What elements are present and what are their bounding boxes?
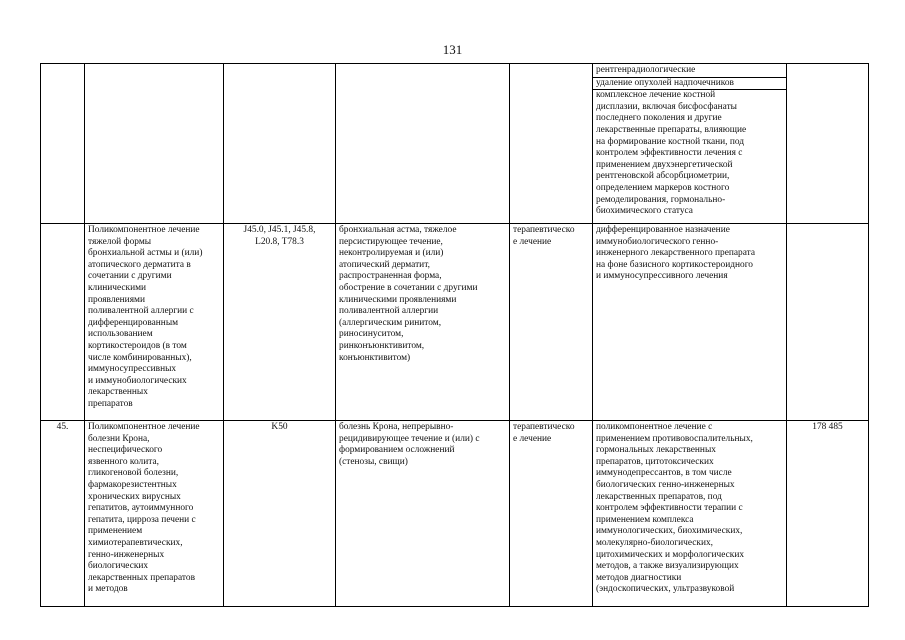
treatment-kind-text: терапевтическо е лечение (513, 422, 575, 444)
cell-number (41, 224, 85, 421)
treatment-bone-dysplasia: комплексное лечение костной дисплазии, включая бисфосфанаты последнего поколения и другие лекарственные препараты, влияющие на формирование костной ткани, под контролем эффективности лечения с применением двухэнергетической рентгеновской абсорбциометрии, определением маркеров костного ремоделирования, гормонально- биохимического статуса (596, 90, 747, 217)
cell-codes (224, 64, 336, 224)
cell-patient-model (336, 421, 510, 607)
table-row-45 (41, 421, 869, 607)
treatment-method-text: поликомпонентное лечение с применением противовоспалительных, гормональных лекарственных препаратов, цитотоксических иммунодепрессантов, в том числе биологических генно-инженерных лекарственных препаратов, под контролем эффективности терапии с применением комплекса иммунологических, биохимических, молекулярно-биологических, цитохимических и морфологических методов, а также визуализирующих методов диагностики (эндоскопических, ультразвуковой (596, 422, 753, 595)
cell-name (85, 421, 224, 607)
cell-patient-model (336, 64, 510, 224)
cell-codes (224, 421, 336, 607)
cell-patient-model (336, 224, 510, 421)
cost-value: 178 485 (812, 422, 843, 432)
table-row-asthma (41, 224, 869, 421)
cell-cost (787, 64, 869, 224)
treatment-method-text: дифференцированное назначение иммунобиологического генно- инженерного лекарственного препарата на фоне базисного кортикостероидного и иммуносупрессивного лечения (596, 225, 756, 282)
cell-cost (787, 421, 869, 607)
care-type-text: Поликомпонентное лечение болезни Крона, неспецифического язвенного колита, гликогеновой болезни, фармакорезистентных хронических вирусных гепатитов, аутоиммунного гепатита, цирроза печени с применением химиотерапевтических, генно-инженерных биологических лекарственных препаратов и методов (88, 422, 200, 595)
cell-name (85, 224, 224, 421)
cell-treatment-method (593, 421, 787, 607)
cell-treatment-kind (510, 224, 593, 421)
medical-care-table (40, 63, 869, 607)
patient-model-text: бронхиальная астма, тяжелое персистирующее течение, неконтролируемая и (или) атопический дерматит, распространенная форма, обострение в сочетании с другими клиническими проявлениями поливалентной аллергии (аллергическим ринитом, риносинуситом, ринконъюнктивитом, конъюнктивитом) (339, 225, 478, 363)
cell-treatment-method (593, 224, 787, 421)
cell-number (41, 421, 85, 607)
row-number: 45. (56, 422, 69, 432)
cell-treatment-kind (510, 421, 593, 607)
icd-codes-text: J45.0, J45.1, J45.8, L20.8, T78.3 (243, 225, 316, 247)
table-row-continuation (41, 64, 869, 224)
cell-treatment-kind (510, 64, 593, 224)
treatment-line-radiology: рентгенрадиологические (593, 65, 786, 78)
cell-number (41, 64, 85, 224)
treatment-line-adrenal: удаление опухолей надпочечников (593, 78, 786, 91)
page-number: 131 (442, 42, 463, 57)
cell-name (85, 64, 224, 224)
cell-cost (787, 224, 869, 421)
patient-model-text: болезнь Крона, непрерывно- рецидивирующее течение и (или) с формированием осложнений (стенозы, свищи) (339, 422, 480, 467)
care-type-text: Поликомпонентное лечение тяжелой формы бронхиальной астмы и (или) атопического дерматита в сочетании с другими клиническими проявлениями поливалентной аллергии с дифференцированным использованием кортикостероидов (в том числе комбинированных), иммуносупрессивных и иммунобиологических лекарственных препаратов (88, 225, 203, 409)
icd-codes-text: K50 (271, 422, 288, 432)
cell-treatment-method (593, 64, 787, 224)
treatment-kind-text: терапевтическо е лечение (513, 225, 575, 247)
cell-codes (224, 224, 336, 421)
